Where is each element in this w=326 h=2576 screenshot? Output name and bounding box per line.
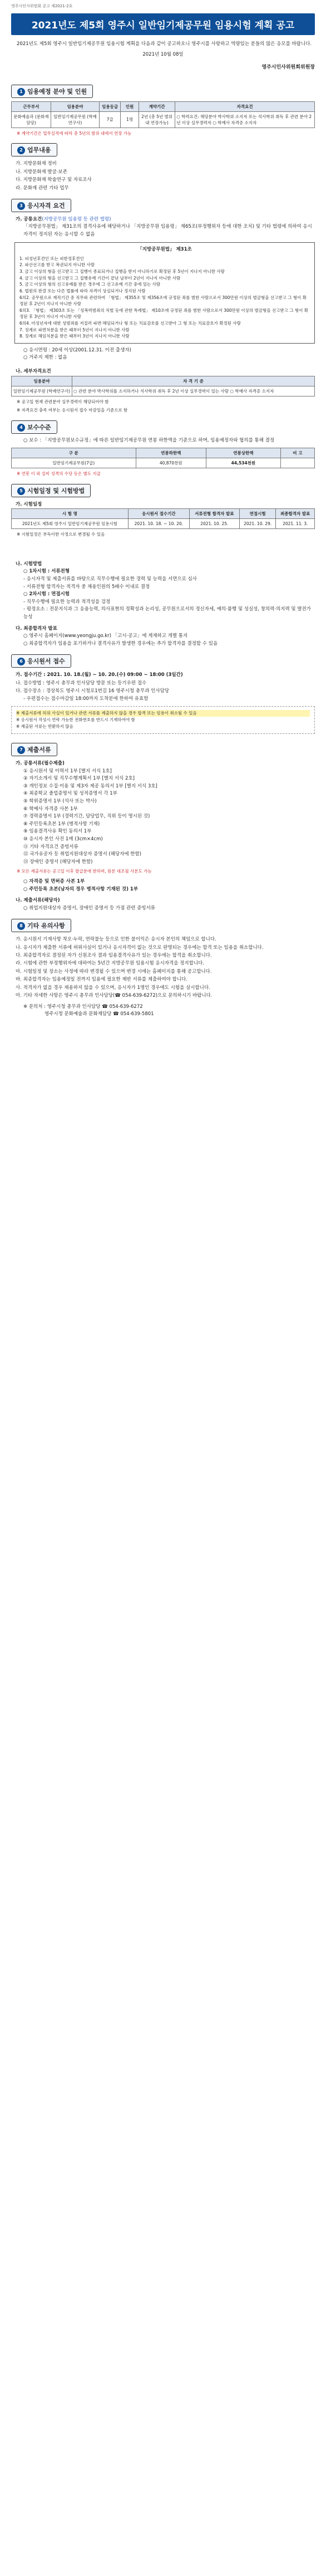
table-row: 문화예술과 (문화재담당) 일반임기제공무원 (학예연구사) 7급 1명 2년 (총 5년 범위내 연장가능) ○ 학력요건: 해당분야 박사학위 소지자 또는 석사학위 취득 후 관련 분야 2년 이상 실무경력자 ○ 학예사 자격증 소지자 (12, 111, 315, 128)
list-item: - 평정요소 : 전문지식과 그 응용능력, 의사표현의 정확성과 논리성, 공무원으로서의 정신자세, 예의·품행 및 성실성, 창의력·의지력 및 발전가능성 (23, 606, 311, 620)
list-item: 나. 응시자가 제출한 서류에 허위사실이 있거나 응시자격이 없는 것으로 판명되는 경우에는 합격 또는 임용을 취소합니다. (16, 944, 264, 951)
etc-docs-text: ○ 취업지원대상자 증명서, 장애인 증명서 등 가점 관련 증빙서류 (23, 905, 156, 911)
list-item: ③ 개인정보 수집·이용 및 제3자 제공 동의서 1부 [별지 서식 3호] (23, 783, 157, 789)
announcement-date: 2021년 10월 08일 (142, 51, 184, 57)
list-item: 아. 기타 자세한 사항은 영주시 총무과 인사담당(☎ 054-639-6272)으로 문의하시기 바랍니다. (16, 993, 213, 999)
top-note: 영주시인사위원회 공고 제2021-2호 (11, 4, 73, 8)
list-item: ① 응시원서 및 이력서 1부 [별지 서식 1호] (23, 768, 112, 774)
list-item: 나. 지방문화재 발굴·보존 (16, 169, 67, 175)
list-item: ○ 자격증 및 면허증 사본 1부 (23, 878, 85, 884)
salary-note: ※ 연봉 이 외 실비 성격의 수당 등은 별도 지급 (17, 471, 101, 477)
list-item: 다. 최종합격자로 결정된 자가 신원조사 결과 임용결격사유가 있는 경우에는 합격을 취소합니다. (16, 953, 212, 959)
schedule-label: 가. 시험일정 (16, 501, 42, 507)
list-item: ⑨ 임용결격사유 확인 동의서 1부 (23, 829, 92, 835)
application-notes: ※ 제출서류에 허위 사실이 있거나 관련 서류를 제출하지 않을 경우 합격 또는 임용이 취소될 수 있음 ※ 응시원서 작성시 연락 가능한 전화번호를 반드시 기재하여야 함 ※ 제출된 서류는 반환하지 않음 (11, 706, 315, 734)
list-item: 4. 금고 이상의 형을 선고받고 그 집행유예 기간이 끝난 날부터 2년이 지나지 아니한 사람 (19, 275, 181, 281)
list-item: 6의3. 「형법」 제303조 또는 「성폭력범죄의 처벌 등에 관한 특례법」 제10조에 규정된 죄를 범한 사람으로서 300만원 이상의 벌금형을 선고받고 그 형이 확정된 후 3년이 지나지 아니한 사람 (19, 307, 309, 320)
list-item: 사. 적격자가 없을 경우 채용하지 않을 수 있으며, 응시자가 1명인 경우에도 시험을 실시합니다. (16, 985, 210, 991)
list-item: ⑫ 국가유공자 등 취업지원대상자 증명서 (해당자에 한함) (23, 851, 141, 858)
list-item: 라. 시험에 관한 부정행위자에 대하여는 5년간 지방공무원 임용시험 응시자격을 정지합니다. (16, 961, 204, 967)
list-item: ⑥ 학예사 자격증 사본 1부 (23, 806, 78, 812)
list-item: 6의4. 미성년자에 대한 성범죄를 저질러 파면·해임되거나 형 또는 치료감호를 선고받아 그 형 또는 치료감호가 확정된 사람 (19, 321, 241, 326)
intro-text: 2021년도 제5회 영주시 일반임기제공무원 임용시험 계획을 다음과 같이 공고하오니 영주시를 사랑하고 역량있는 분들의 많은 응모를 바랍니다. (17, 41, 312, 47)
section-8-heading: 8 기타 유의사항 (11, 919, 71, 932)
list-item: 6의2. 공무원으로 재직기간 중 직무와 관련하여 「형법」 제355조 및 제356조에 규정된 죄를 범한 사람으로서 300만원 이상의 벌금형을 선고받고 그 형이 확정된 후 2년이 지나지 아니한 사람 (19, 295, 307, 307)
age-requirement: ○ 응시연령 : 20세 이상(2001.12.31. 이전 출생자) (23, 347, 131, 353)
list-item: 3. 금고 이상의 형을 선고받고 그 집행이 종료되거나 집행을 받지 아니하기로 확정된 후 5년이 지나지 아니한 사람 (19, 269, 225, 275)
signer: 영주시인사위원회위원장 (261, 64, 315, 70)
list-item: 다. 접수장소 : 경상북도 영주시 시청로1번길 16 영주시청 총무과 인사담당 (16, 688, 170, 694)
schedule-table: 시 험 명 응시원서 접수기간 서류전형 합격자 발표 면접시험 최종합격자 발표 2021년도 제5회 영주시 일반임기제공무원 임용시험 2021. 10. 18. ~ 10. 20. 2021. 10. 25. 2021. 10. 29. 2021. 11. 3. (11, 508, 315, 529)
list-item: - 직무수행에 필요한 능력과 적격성을 검정 (23, 599, 111, 605)
list-item: - 우편접수는 접수마감일 18:00까지 도착분에 한하여 유효함 (23, 696, 149, 702)
list-item: - 응시자격 및 제출서류를 바탕으로 직무수행에 필요한 경력 및 능력을 서면으로 심사 (23, 576, 197, 582)
list-item: 나. 접수방법 : 영주시 총무과 인사담당 방문 또는 등기우편 접수 (16, 680, 147, 686)
table-row: 일반임기제공무원(7급) 40,870천원 44,534천원 (12, 458, 315, 468)
list-item: 다. 지방문화재 학술연구 및 자료조사 (16, 177, 92, 183)
list-item: ⑪ 기타 자격요건 증빙서류 (23, 844, 78, 850)
list-item: 가. 접수기간 : 2021. 10. 18.(월) ~ 10. 20.(수) 09:00 ~ 18:00 (3일간) (16, 672, 183, 678)
section-3-heading: 3 응시자격 요건 (11, 199, 71, 212)
section-4-heading: 4 보수수준 (11, 420, 57, 434)
list-item: 8. 징계로 해임처분을 받은 때부터 3년이 지나지 아니한 사람 (19, 334, 130, 339)
common-req-text: 「지방공무원법」 제31조의 결격사유에 해당하거나 「지방공무원 임용령」 제65조(부정행위자 등에 대한 조치) 및 기타 법령에 의하여 응시자격이 정지된 자는 응시할 수 없음 (23, 224, 312, 237)
list-item: ○ 1차시험 : 서류전형 (23, 569, 70, 575)
list-item: 5. 금고 이상의 형의 선고유예를 받은 경우에 그 선고유예 기간 중에 있는 사람 (19, 282, 161, 287)
page-title: 2021년도 제5회 영주시 일반임기제공무원 임용시험 계획 공고 (11, 13, 315, 35)
law-box: 「지방공무원법」 제31조 1. 피성년후견인 또는 피한정후견인 2. 파산선고를 받고 복권되지 아니한 사람 3. 금고 이상의 형을 선고받고 그 집행이 종료되거나 집행을 받지 아니하기로 확정된 후 5년이 지나지 아니한 사람 4. 금고 이상의 형을 선고받고 그 집행유예 기간이 끝난 날부터 2년이 지나지 아니한 사람 5. 금고 이상의 형의 선고유예를 받은 경우에 그 선고유예 기간 중에 있는 사람 6. 법원의 판결 또는 다른 법률에 따라 자격이 상실되거나 정지된 사람 6의2. 공무원으로 재직기간 중 직무와 관련하여 「형법」 제355조 및 제356조에 규정된 죄를 범한 사람으로서 300만원 이상의 벌금형을 선고받고 그 형이 확정된 후 2년이 지나지 아니한 사람 6의3. 「형법」 제303조 또는 「성폭력범죄의 처벌 등에 관한 특례법」 제10조에 규정된 죄를 범한 사람으로서 300만원 이상의 벌금형을 선고받고 그 형이 확정된 후 3년이 지나지 아니한 사람 6의4. 미성년자에 대한 성범죄를 저질러 파면·해임되거나 형 또는 치료감호를 선고받아 그 형 또는 치료감호가 확정된 사람 7. 징계로 파면처분을 받은 때부터 5년이 지나지 아니한 사람 8. 징계로 해임처분을 받은 때부터 3년이 지나지 아니한 사람 (14, 242, 315, 344)
section-5-heading: 5 시험일정 및 시험방법 (11, 484, 91, 497)
list-item: ○ 영주시 홈페이지(www.yeongju.go.kr) 「고시·공고」에 게재하고 개별 통지 (23, 633, 188, 639)
docs-label: 가. 공통서류(필수제출) (16, 761, 65, 767)
section-7-heading: 7 제출서류 (11, 743, 57, 756)
section-2-heading: 2 업무내용 (11, 143, 57, 156)
etc-docs-label: 나. 제출서류(해당자) (16, 898, 60, 904)
common-req-label: 가. 공통요건 (16, 216, 42, 222)
detail-note: ※ 공고일 현재 관련분야 실무경력이 해당되어야 함 (17, 399, 109, 404)
list-item: 바. 최종합격자는 임용예정일 전까지 임용에 필요한 제반 서류를 제출하여야 합니다. (16, 977, 187, 983)
list-item: 가. 지방문화재 정비 (16, 161, 57, 167)
list-item: 라. 문화재 관련 기타 업무 (16, 185, 69, 191)
method-label: 나. 시험방법 (16, 561, 42, 567)
residence-requirement: ○ 거주지 제한 : 없음 (23, 355, 67, 361)
section-1-heading: 1 임용예정 분야 및 인원 (11, 85, 93, 98)
contact-info-2: 영주시청 문화예술과 문화재담당 ☎ 054-639-5801 (45, 1011, 154, 1017)
positions-table: 근무부서 임용분야 임용등급 인원 계약기간 자격요건 문화예술과 (문화재담당) 일반임기제공무원 (학예연구사) 7급 1명 2년 (총 5년 범위내 연장가능) ○ 학력요건: 해당분야 박사학위 소지자 또는 석사학위 취득 후 관련 분야 2년 이상 실무경력자 ○ 학예사 자격증 소지자 (11, 101, 315, 128)
list-item: ○ 2차시험 : 면접시험 (23, 591, 70, 598)
final-label: 다. 최종합격자 발표 (16, 625, 57, 631)
schedule-note: ※ 시험일정은 부득이한 사정으로 변경될 수 있음 (17, 532, 105, 537)
detail-req-table: 임용분야 자 격 기 준 일반임기제공무원 (학예연구사) ○ 관련 분야 박사학위를 소지하거나 석사학위 취득 후 2년 이상 실무경력이 있는 사람 ○ 학예사 자격증 소지자 (11, 376, 315, 396)
list-item: 1. 피성년후견인 또는 피한정후견인 (19, 256, 84, 261)
section-1-note: ※ 계약기간은 업무실적에 따라 총 5년의 범위 내에서 연장 가능 (17, 130, 132, 136)
list-item: ○ 주민등록 초본(남자의 경우 병적사항 기재된 것) 1부 (23, 886, 139, 892)
list-item: ⑩ 응시자 본인 사진 1매 (3cm×4cm) (23, 836, 103, 842)
salary-table: 구 분 연봉하한액 연봉상한액 비 고 일반임기제공무원(7급) 40,870천원 44,534천원 (11, 448, 315, 468)
list-item: 마. 시험일정 및 장소는 사정에 따라 변경될 수 있으며 변경 시에는 홈페이지를 통해 공고합니다. (16, 968, 212, 974)
list-item: 7. 징계로 파면처분을 받은 때부터 5년이 지나지 아니한 사람 (19, 327, 130, 332)
list-item: ⑦ 경력증명서 1부 (경력기간, 담당업무, 직위 등이 명시된 것) (23, 814, 150, 820)
section-6-heading: 6 응시원서 접수 (11, 654, 71, 668)
announcement-page: 영주시인사위원회 공고 제2021-2호 2021년도 제5회 영주시 일반임기제공무원 임용시험 계획 공고 2021년도 제5회 영주시 일반임기제공무원 임용시험 계획을 다음과 같이 공고하오니 영주시를 사랑하고 역량있는 분들의 많은 응모를 바랍니다. 2021년 10월 08일 영주시인사위원회위원장 1 임용예정 분야 및 인원 근무부서 임용분야 임용등급 인원 계약기간 자격요건 문화예술과 (문화재담당) 일반임기제공무원 (학예연구사) 7급 1명 2년 (총 5년 범위내 연장가능) ○ 학력요건: 해당분야 박사학위 소지자 또는 석사학위 취득 후 관련 분야 2년 이상 실무경력자 ○ 학예사 자격증 소지자 ※ 계약기간은 업무실적에 따라 총 5년의 범위 내에서 연장 가능 2 업무내용 가. 지방문화재 정비 나. 지방문화재 발굴·보존 다. 지방문화재 학술연구 및 자료조사 라. 문화재 관련 기타 업무 3 응시자격 요건 가. 공통요건(지방공무원 임용령 등 관련 법령) 「지방공무원법」 제31조의 결격사유에 해당하거나 「지방공무원 임용령」 제65조(부정행위자 등에 대한 조치) 및 기타 법령에 의하여 응시자격이 정지된 자는 응시할 수 없음 「지방공무원법」 제31조 1. 피성년후견인 또는 피한정후견인 2. 파산선고를 받고 복권되지 아니한 사람 3. 금고 이상의 형을 선고받고 그 집행이 종료되거나 집행을 받지 아니하기로 확정된 후 5년이 지나지 아니한 사람 4. 금고 이상의 형을 선고받고 그 집행유예 기간이 끝난 날부터 2년이 지나지 아니한 사람 5. 금고 이상의 형의 선고유예를 받은 경우에 그 선고유예 기간 중에 있는 사람 6. 법원의 판결 또는 다른 법률에 따라 자격이 상실되거나 정지된 사람 6의2. 공무원으로 재직기간 중 직무와 관련하여 「형법」 제355조 및 제356조에 규정된 죄를 범한 사람으로서 300만원 이상의 벌금형을 선고받고 그 형이 확정된 후 2년이 지나지 아니한 사람 6의3. 「형법」 제303조 또는 「성폭력범죄의 처벌 등에 관한 특례법」 제10조에 규정된 죄를 범한 사람으로서 300만원 이상의 벌금형을 선고받고 그 형이 확정된 후 3년이 지나지 아니한 사람 6의4. 미성년자에 대한 성범죄를 저질러 파면·해임되거나 형 또는 치료감호를 선고받아 그 형 또는 치료감호가 확정된 사람 7. 징계로 파면처분을 받은 때부터 5년이 지나지 아니한 사람 8. 징계로 해임처분을 받은 때부터 3년이 지나지 아니한 사람 ○ 응시연령 : 20세 이상(2001.12.31. 이전 출생자) ○ 거주지 제한 : 없음 나. 세부자격요건 임용분야 자 격 기 준 일반임기제공무원 (학예연구사) ○ 관련 분야 박사학위를 소지하거나 석사학위 취득 후 2년 이상 실무경력이 있는 사람 ○ 학예사 자격증 소지자 ※ 공고일 현재 관련분야 실무경력이 해당되어야 함 ※ 자격요건 충족 여부는 응시원서 접수 마감일을 기준으로 함 4 보수수준 ○ 보수 : 「지방공무원보수규정」에 따른 일반임기제공무원 연봉 하한액을 기준으로 하며, 임용예정자와 협의를 통해 결정 구 분 연봉하한액 연봉상한액 비 고 일반임기제공무원(7급) 40,870천원 44,534천원 ※ 연봉 이 외 실비 성격의 수당 등은 별도 지급 5 시험일정 및 시험방법 가. 시험일정 시 험 명 응시원서 접수기간 서류전형 합격자 발표 면접시험 최종합격자 발표 2021년도 제5회 영주시 일반임기제공무원 임용시험 2021. 10. 18. ~ 10. 20. 2021. 10. 25. 2021. 10. 29. 2021. 11. 3. ※ 시험일정은 부득이한 사정으로 변경될 수 있음 나. 시험방법 ○ 1차시험 : 서류전형 - 응시자격 및 제출서류를 바탕으로 직무수행에 필요한 경력 및 능력을 서면으로 심사 - 서류전형 합격자는 적격자 중 채용인원의 5배수 이내로 결정 ○ 2차시험 : 면접시험 - 직무수행에 필요한 능력과 적격성을 검정 - 평정요소 : 전문지식과 그 응용능력, 의사표현의 정확성과 논리성, 공무원으로서의 정신자세, 예의·품행 및 성실성, 창의력·의지력 및 발전가능성 다. 최종합격자 발표 ○ 영주시 홈페이지(www.yeongju.go.kr) 「고시·공고」에 게재하고 개별 통지 ○ 최종합격자가 임용을 포기하거나 결격사유가 발생한 경우에는 추가 합격자를 결정할 수 있음 6 응시원서 접수 가. 접수기간 : 2021. 10. 18.(월) ~ 10. 20.(수) 09:00 ~ 18:00 (3일간) 나. 접수방법 : 영주시 총무과 인사담당 방문 또는 등기우편 접수 다. 접수장소 : 경상북도 영주시 시청로1번길 16 영주시청 총무과 인사담당 - 우편접수는 접수마감일 18:00까지 도착분에 한하여 유효함 ※ 제출서류에 허위 사실이 있거나 관련 서류를 제출하지 않을 경우 합격 또는 임용이 취소될 수 있음 ※ 응시원서 작성시 연락 가능한 전화번호를 반드시 기재하여야 함 ※ 제출된 서류는 반환하지 않음 7 제출서류 가. 공통서류(필수제출) ① 응시원서 및 이력서 1부 [별지 서식 1호] ② 자기소개서 및 직무수행계획서 1부 [별지 서식 2호] ③ 개인정보 수집·이용 및 제3자 제공 동의서 1부 [별지 서식 3호] ④ 최종학교 졸업증명서 및 성적증명서 각 1부 ⑤ 학위증명서 1부 (석사 또는 박사) ⑥ 학예사 자격증 사본 1부 ⑦ 경력증명서 1부 (경력기간, 담당업무, 직위 등이 명시된 것) ⑧ 주민등록초본 1부 (병적사항 기재) ⑨ 임용결격사유 확인 동의서 1부 ⑩ 응시자 본인 사진 1매 (3cm×4cm) ⑪ 기타 자격요건 증빙서류 ⑫ 국가유공자 등 취업지원대상자 증명서 (해당자에 한함) ⑬ 장애인 증명서 (해당자에 한함) ※ 모든 제출서류는 공고일 이후 발급분에 한하며, 원본 대조필 사본도 가능 ○ 자격증 및 면허증 사본 1부 ○ 주민등록 초본(남자의 경우 병적사항 기재된 것) 1부 나. 제출서류(해당자) ○ 취업지원대상자 증명서, 장애인 증명서 등 가점 관련 증빙서류 8 기타 유의사항 가. 응시원서 기재사항 착오·누락, 연락불능 등으로 인한 불이익은 응시자 본인의 책임으로 합니다. 나. 응시자가 제출한 서류에 허위사실이 있거나 응시자격이 없는 것으로 판명되는 경우에는 합격 또는 임용을 취소합니다. 다. 최종합격자로 결정된 자가 신원조사 결과 임용결격사유가 있는 경우에는 합격을 취소합니다. 라. 시험에 관한 부정행위자에 대하여는 5년간 지방공무원 임용시험 응시자격을 정지합니다. 마. 시험일정 및 장소는 사정에 따라 변경될 수 있으며 변경 시에는 홈페이지를 통해 공고합니다. 바. 최종합격자는 임용예정일 전까지 임용에 필요한 제반 서류를 제출하여야 합니다. 사. 적격자가 없을 경우 채용하지 않을 수 있으며, 응시자가 1명인 경우에도 시험을 실시합니다. 아. 기타 자세한 사항은 영주시 총무과 인사담당(☎ 054-639-6272)으로 문의하시기 바랍니다. ※ 문의처 : 영주시청 총무과 인사담당 ☎ 054-639-6272 영주시청 문화예술과 문화재담당 ☎ 054-639-5801 (0, 0, 326, 1030)
table-row: 2021년도 제5회 영주시 일반임기제공무원 임용시험 2021. 10. 18. ~ 10. 20. 2021. 10. 25. 2021. 10. 29. 2021. 11. 3. (12, 519, 315, 529)
docs-note: ※ 모든 제출서류는 공고일 이후 발급분에 한하며, 원본 대조필 사본도 가능 (17, 869, 152, 874)
table-row: 일반임기제공무원 (학예연구사) ○ 관련 분야 박사학위를 소지하거나 석사학위 취득 후 2년 이상 실무경력이 있는 사람 ○ 학예사 자격증 소지자 (12, 386, 315, 396)
list-item: ④ 최종학교 졸업증명서 및 성적증명서 각 1부 (23, 791, 117, 797)
list-item: ○ 최종합격자가 임용을 포기하거나 결격사유가 발생한 경우에는 추가 합격자를 결정할 수 있음 (23, 640, 218, 647)
list-item: ⑤ 학위증명서 1부 (석사 또는 박사) (23, 798, 97, 804)
list-item: ⑬ 장애인 증명서 (해당자에 한함) (23, 859, 93, 865)
list-item: - 서류전형 합격자는 적격자 중 채용인원의 5배수 이내로 결정 (23, 584, 150, 590)
detail-note: ※ 자격요건 충족 여부는 응시원서 접수 마감일을 기준으로 함 (17, 408, 128, 413)
detail-req-label: 나. 세부자격요건 (16, 369, 51, 375)
list-item: 가. 응시원서 기재사항 착오·누락, 연락불능 등으로 인한 불이익은 응시자 본인의 책임으로 합니다. (16, 937, 216, 943)
salary-text: ○ 보수 : 「지방공무원보수규정」에 따른 일반임기제공무원 연봉 하한액을 기준으로 하며, 임용예정자와 협의를 통해 결정 (23, 437, 275, 443)
list-item: 6. 법원의 판결 또는 다른 법률에 따라 자격이 상실되거나 정지된 사람 (19, 288, 146, 293)
list-item: 2. 파산선고를 받고 복권되지 아니한 사람 (19, 262, 95, 268)
contact-info: ※ 문의처 : 영주시청 총무과 인사담당 ☎ 054-639-6272 (23, 1003, 143, 1010)
list-item: ② 자기소개서 및 직무수행계획서 1부 [별지 서식 2호] (23, 776, 135, 782)
list-item: ⑧ 주민등록초본 1부 (병적사항 기재) (23, 821, 100, 827)
